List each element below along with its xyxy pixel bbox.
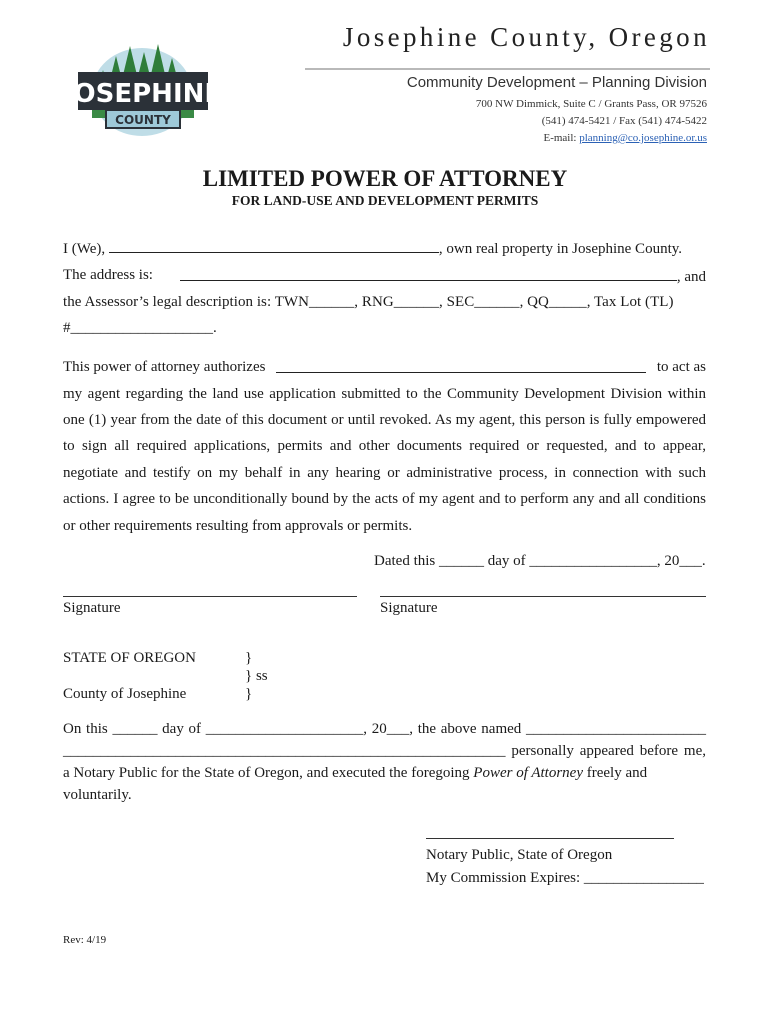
logo-graphic — [63, 38, 223, 142]
authorization-line-1 — [63, 359, 706, 378]
brace-1: } — [245, 650, 253, 666]
svg-text:COUNTY: COUNTY — [115, 113, 171, 127]
to-act-label: to act as — [656, 359, 706, 375]
authorization-text: my agent regarding the land use application submitted to the Community Development Division within — [63, 386, 706, 402]
authorization-text: negotiate and testify on my behalf in any hearing or administrative process, in connection with such — [63, 465, 706, 481]
notary-appeared-line: ___________________________________________________________ personally appeared before me, — [63, 743, 706, 759]
revision-note: Rev: 4/19 — [63, 934, 107, 946]
authorization-text: actions. I agree to be unconditionally bound by the acts of my agent and to perform any and all conditions — [63, 491, 706, 507]
notary-signature-line[interactable] — [426, 838, 674, 839]
owner-line-1-tail: , own real property in Josephine County. — [438, 241, 683, 257]
property-address-blank[interactable] — [180, 267, 677, 281]
division-name: Community Development – Planning Division — [406, 74, 707, 91]
commission-expires-line: My Commission Expires: ________________ — [426, 870, 704, 886]
brace-3: } — [245, 686, 253, 702]
executed-text: a Notary Public for the State of Oregon, and executed the foregoing — [63, 765, 474, 781]
power-of-attorney-italic: Power of Attorney — [473, 765, 583, 781]
agent-name-blank[interactable] — [276, 359, 646, 373]
signature-label-right: Signature — [380, 600, 438, 616]
brace-ss: } ss — [245, 668, 268, 684]
email-link[interactable]: planning@co.josephine.or.us — [579, 132, 707, 144]
document-title: LIMITED POWER OF ATTORNEY — [202, 166, 568, 191]
signature-line-right[interactable] — [380, 596, 706, 597]
county-label: County of Josephine — [63, 686, 187, 702]
document-subtitle: FOR LAND-USE AND DEVELOPMENT PERMITS — [231, 193, 539, 208]
owner-label: I (We), — [63, 241, 106, 257]
dated-line: Dated this ______ day of _________________, 20___. — [374, 553, 706, 569]
address-label: The address is: — [63, 267, 153, 283]
header-divider — [305, 68, 710, 70]
owner-line-2 — [63, 267, 706, 286]
voluntarily-line: voluntarily. — [63, 787, 132, 803]
owner-name-blank[interactable] — [109, 239, 439, 253]
authorization-text: to sign all required applications, permits and other documents required or requested, and to appear, — [63, 438, 706, 454]
notary-executed-line — [63, 765, 647, 782]
notary-public-label: Notary Public, State of Oregon — [426, 847, 613, 863]
executed-tail: freely and — [583, 765, 648, 781]
svg-text:JOSEPHINE: JOSEPHINE — [63, 79, 223, 109]
authorization-text-last: or other requirements resulting from approvals or permits. — [63, 518, 413, 534]
county-logo — [63, 38, 223, 142]
office-address: 700 NW Dimmick, Suite C / Grants Pass, OR 97526 — [475, 98, 707, 110]
county-title: Josephine County, Oregon — [342, 22, 710, 52]
tax-lot-line: #___________________. — [63, 320, 217, 336]
legal-description-line: the Assessor’s legal description is: TWN______, RNG______, SEC______, QQ_____, Tax Lot (TL) — [63, 294, 674, 310]
state-label: STATE OF OREGON — [63, 650, 196, 666]
owner-line-1 — [63, 239, 706, 258]
owner-line-2-tail: , and — [676, 269, 706, 285]
email-label: E-mail: — [543, 132, 580, 144]
email-line — [300, 132, 707, 144]
signature-line-left[interactable] — [63, 596, 357, 597]
phone-fax: (541) 474-5421 / Fax (541) 474-5422 — [541, 115, 707, 127]
signature-label-left: Signature — [63, 600, 121, 616]
authorizes-label: This power of attorney authorizes — [63, 359, 266, 375]
authorization-text: one (1) year from the date of this document or until revoked. As my agent, this person is fully empowered — [63, 412, 706, 428]
notary-on-this-line: On this ______ day of _____________________, 20___, the above named ________________________ — [63, 721, 706, 737]
